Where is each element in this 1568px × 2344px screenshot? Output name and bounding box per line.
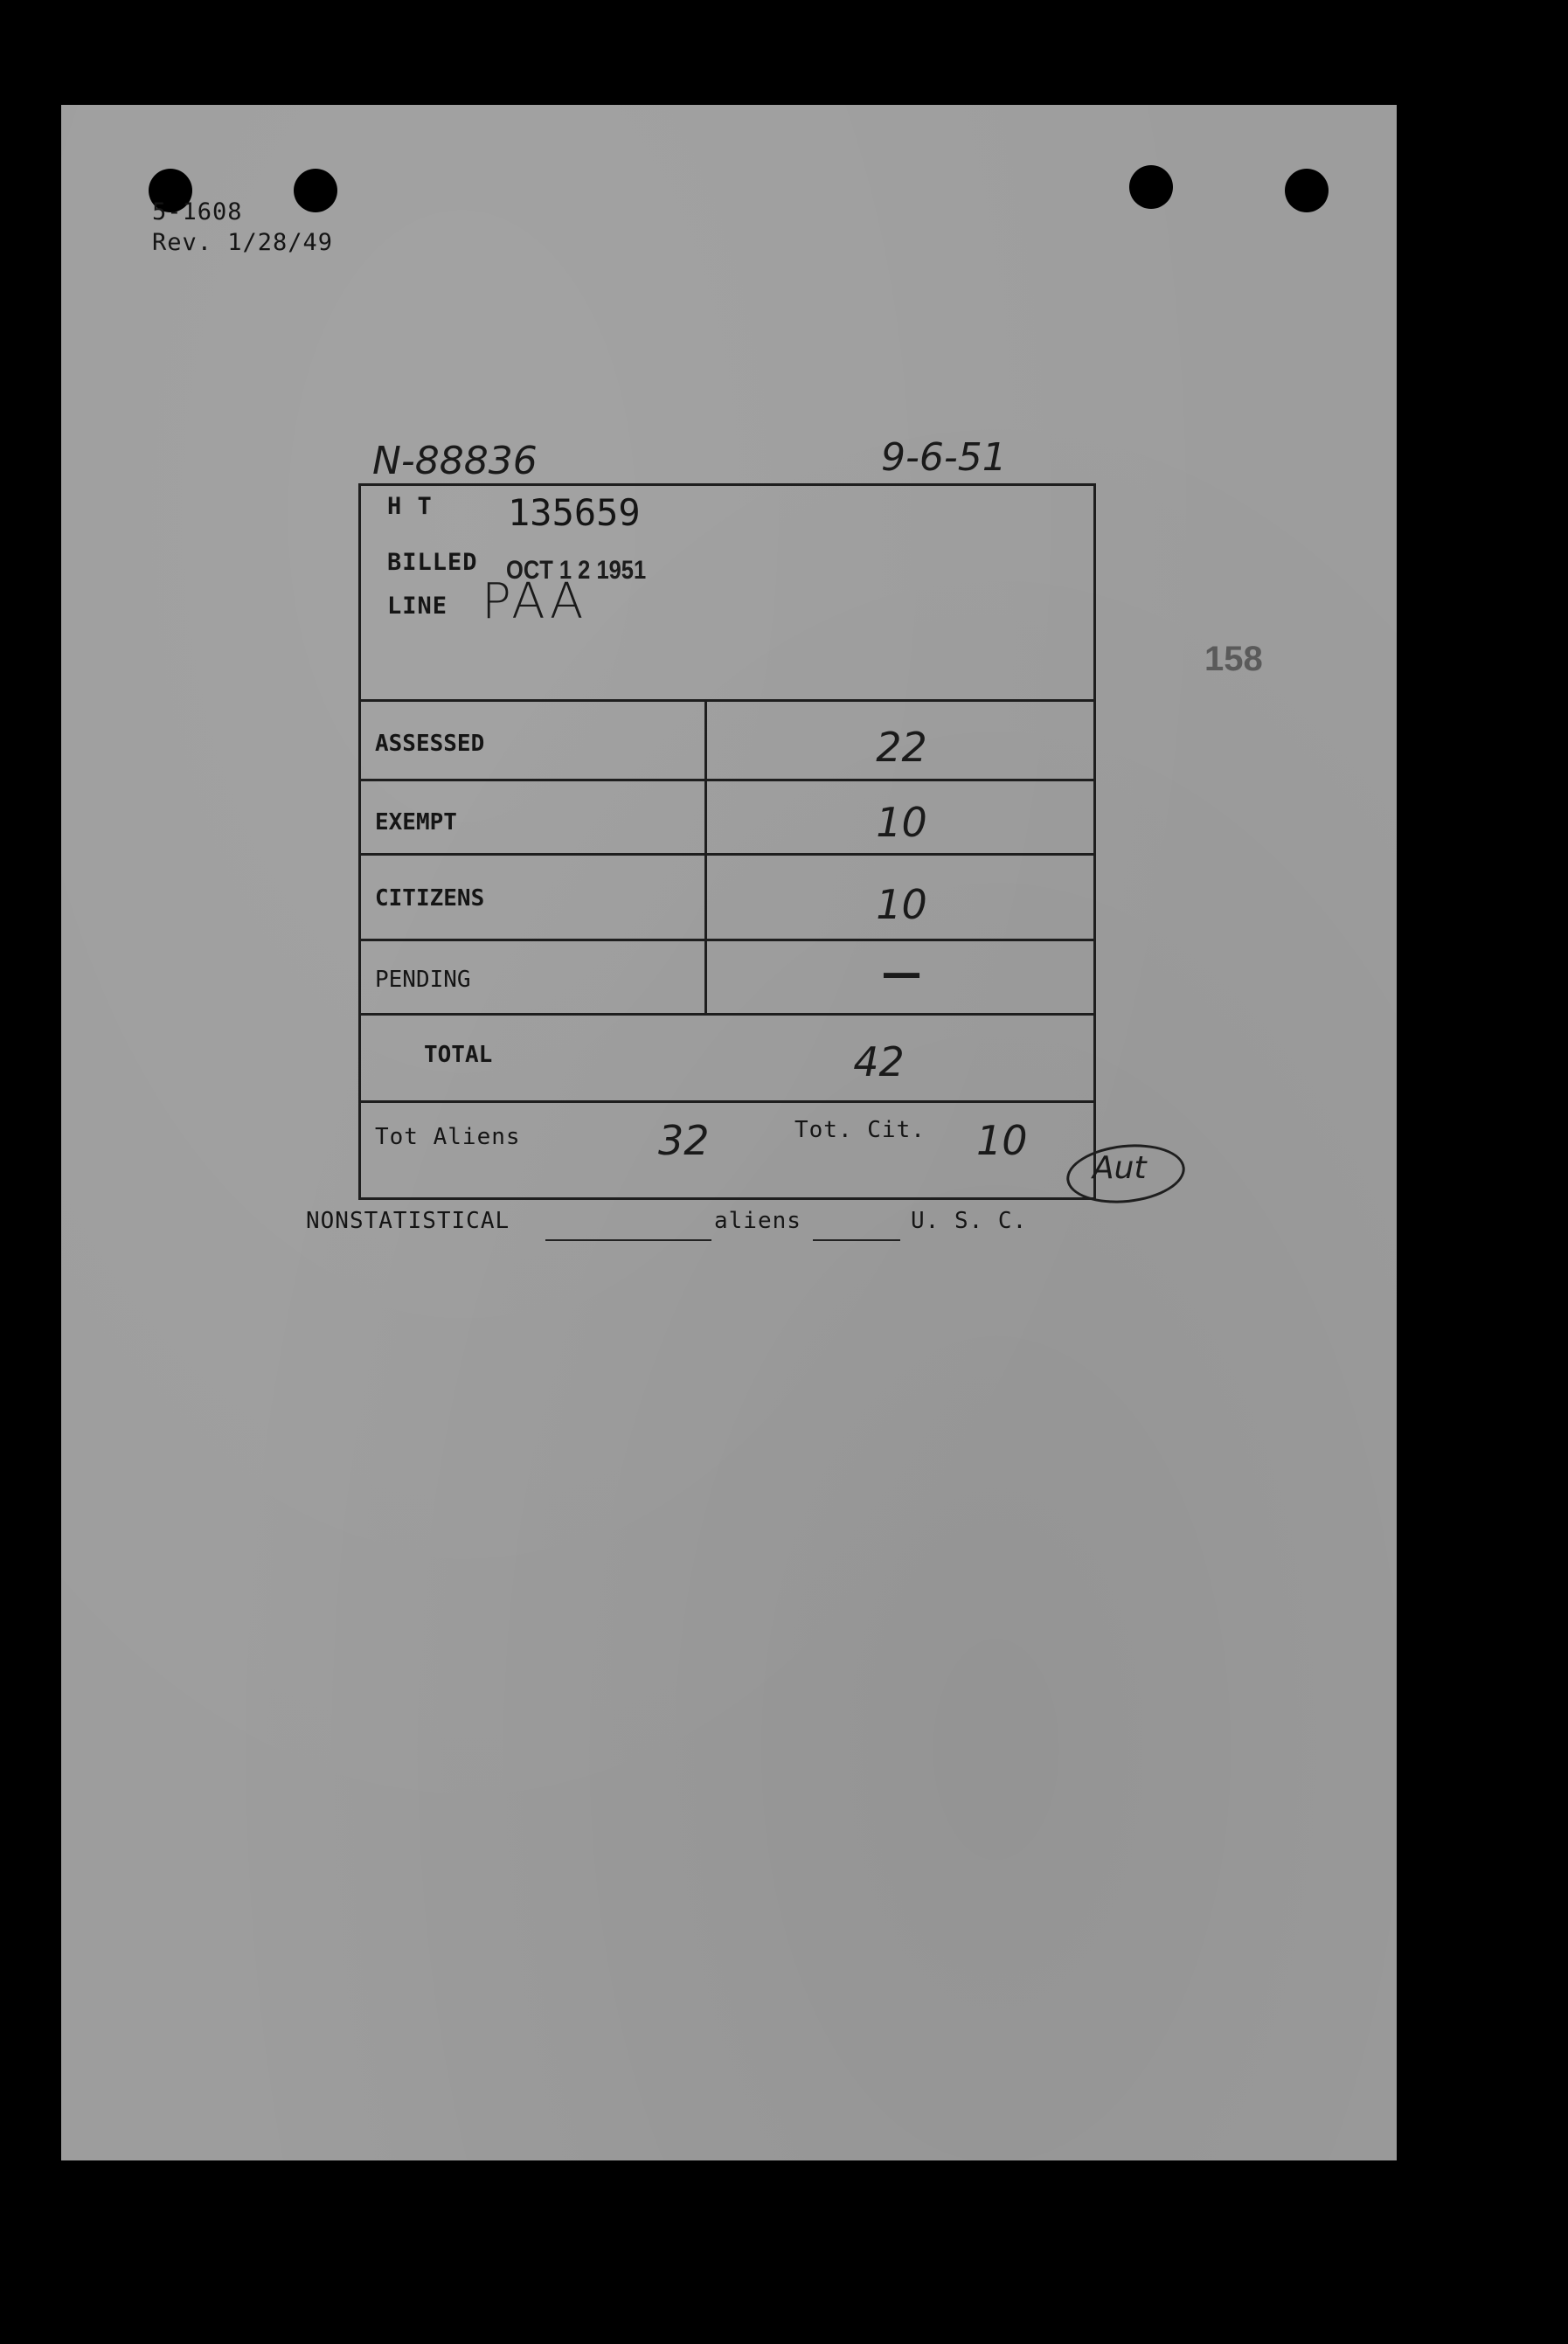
row-value-exempt: 10 (876, 799, 927, 846)
row-label-exempt: EXEMPT (375, 809, 457, 836)
aliens-blank (813, 1239, 900, 1241)
file-number: N-88836 (372, 439, 538, 483)
row-label-citizens: CITIZENS (375, 885, 485, 912)
form-revision: Rev. 1/28/49 (152, 229, 334, 256)
row-value-assessed: 22 (876, 724, 927, 771)
tot-aliens-value: 32 (658, 1117, 710, 1164)
row-value-citizens: 10 (876, 881, 927, 928)
punch-hole (1129, 165, 1173, 209)
tot-cit-label: Tot. Cit. (794, 1117, 926, 1143)
line-label: LINE (387, 593, 448, 620)
ht-value: 135659 (508, 491, 641, 534)
nonstatistical-blank (545, 1239, 711, 1241)
ht-label: H T (387, 493, 433, 520)
row-label-pending: PENDING (375, 967, 471, 993)
total-value: 42 (853, 1038, 905, 1085)
initials: Aut (1093, 1150, 1147, 1186)
rule-pending (361, 1013, 1093, 1016)
aliens-label: aliens (714, 1208, 801, 1234)
rule-exempt (361, 853, 1093, 856)
rule-citizens (361, 939, 1093, 941)
total-label: TOTAL (424, 1042, 493, 1068)
tot-cit-value: 10 (976, 1117, 1028, 1164)
nonstatistical-label: NONSTATISTICAL (306, 1208, 510, 1234)
form-number: 5-1608 (152, 198, 243, 225)
row-label-assessed: ASSESSED (375, 731, 485, 757)
document-page (61, 105, 1397, 2160)
rule-total (361, 1100, 1093, 1103)
usc-label: U. S. C. (911, 1208, 1028, 1234)
tot-aliens-label: Tot Aliens (375, 1124, 521, 1150)
punch-hole (1285, 169, 1329, 212)
page-number: 158 (1204, 640, 1263, 678)
record-date: 9-6-51 (881, 435, 1007, 480)
billed-date-stamp: OCT 1 2 1951 (506, 556, 647, 585)
rule-header (361, 699, 1093, 702)
line-value: PAA (482, 573, 587, 630)
punch-hole (294, 169, 337, 212)
row-value-pending: — (881, 949, 922, 996)
rule-assessed (361, 779, 1093, 781)
summary-form-box (358, 483, 1096, 1200)
billed-label: BILLED (387, 549, 478, 576)
